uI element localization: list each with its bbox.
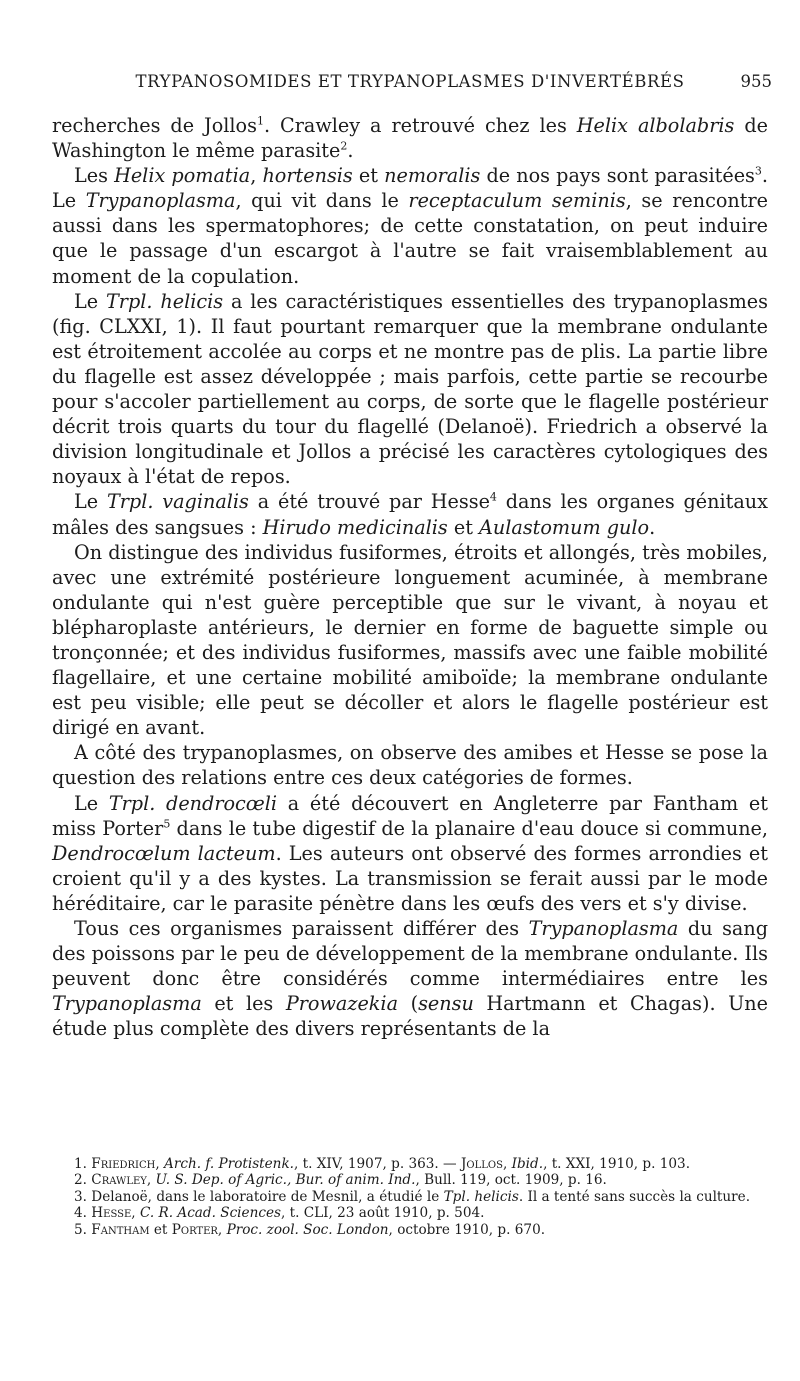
text-run: , — [146, 1172, 156, 1189]
text-run: . Crawley a retrouvé chez les — [263, 114, 577, 137]
text-run: du sang des poissons par le peu de développement de la membrane ondulante. Ils peuvent donc être considérés comme intermédiaires entre les — [52, 917, 769, 991]
footnote-4 — [52, 1205, 768, 1221]
text-run: A côté des trypanoplasmes, on observe des amibes et Hesse se pose la question des relations entre ces deux catégories de formes. — [52, 741, 768, 790]
journal-title: Arch. f. Protistenk. — [164, 1156, 294, 1172]
paragraph-4 — [52, 489, 768, 539]
paragraph-6 — [52, 740, 768, 790]
footnote-number: 3. — [74, 1188, 92, 1205]
paragraph-5 — [52, 540, 768, 741]
text-run: , t. XXI, 1910, p. 103. — [543, 1156, 691, 1172]
footnote-ref-1: 1 — [256, 114, 264, 128]
paragraph-7 — [52, 791, 768, 916]
latin-term: sensu — [418, 992, 474, 1016]
text-run: Delanoë, dans le laboratoire de Mesnil, a étudié le — [91, 1188, 444, 1205]
footnote-number: 1. — [74, 1156, 92, 1172]
text-run: Le — [74, 791, 109, 815]
text-run: , — [250, 164, 263, 188]
text-run: ( — [398, 992, 419, 1016]
text-run: , — [502, 1156, 512, 1172]
paragraph-3 — [52, 289, 768, 490]
page-header — [52, 72, 772, 96]
text-run: . Le — [52, 164, 769, 213]
species-name: Helix pomatia — [114, 164, 251, 188]
journal-title: Ibid. — [511, 1156, 544, 1172]
paragraph-8 — [52, 916, 768, 1041]
journal-title: U. S. Dep. of Agric., Bur. of anim. Ind. — [155, 1172, 416, 1189]
species-name: Aulastomum gulo — [479, 515, 650, 539]
text-run: Tous ces organismes paraissent différer des — [74, 917, 529, 940]
text-run: et — [352, 164, 385, 188]
journal-title: C. R. Acad. Sciences — [139, 1205, 281, 1222]
footnote-3 — [52, 1189, 768, 1205]
footnote-number: 4. — [74, 1205, 92, 1222]
text-run: dans les organes génitaux mâles des sangsues : — [52, 490, 768, 539]
genus-name: Prowazekia — [285, 992, 399, 1016]
footnote-5 — [52, 1222, 768, 1238]
genus-name: Trypanoplasma — [85, 189, 236, 213]
journal-title: Proc. zool. Soc. London — [226, 1221, 389, 1238]
text-run: On distingue des individus fusiformes, étroits et allongés, très mobiles, avec une extrémité postérieure longuement acuminée, à membrane ondulante qui n'est guère perceptible que sur le vivant, à noyau et blépharoplaste antérieurs, le dernier en forme de baguette simple ou tronçonnée; et des individus fusiformes, massifs avec une faible mobilité flagellaire, et une certaine mobilité amiboïde; la membrane ondulante est peu visible; elle peut se décoller et alors le flagelle postérieur est dirigé en avant. — [52, 540, 768, 740]
species-name: Trpl. dendrocœli — [108, 791, 278, 815]
text-run: et — [447, 515, 480, 539]
footnote-number: 5. — [74, 1221, 92, 1238]
text-run: , t. XIV, 1907, p. 363. — — [294, 1156, 461, 1172]
text-run: Le — [74, 490, 107, 514]
text-run: recherches de Jollos — [52, 114, 257, 137]
footnote-number: 2. — [74, 1172, 92, 1189]
text-run: et — [149, 1221, 172, 1238]
text-run: dans le tube digestif de la planaire d'eau douce si commune, — [170, 816, 769, 840]
text-run: et les — [201, 992, 286, 1016]
species-name: nemoralis — [384, 164, 481, 188]
author-name: Porter — [171, 1221, 218, 1238]
page-number: 955 — [740, 72, 772, 91]
species-name: Helix albolabris — [576, 114, 735, 137]
text-run: a été trouvé par Hesse — [248, 490, 490, 514]
genus-name: Trypanoplasma — [528, 917, 679, 940]
text-run: de Washington le même parasite — [52, 114, 768, 163]
text-run: , qui vit dans le — [235, 189, 409, 213]
footnotes — [52, 1156, 768, 1238]
text-run: , — [155, 1156, 165, 1172]
species-name: Trpl. vaginalis — [106, 490, 249, 514]
footnote-2 — [52, 1172, 768, 1188]
species-name: Hirudo medicinalis — [262, 515, 448, 539]
main-text — [52, 113, 768, 1041]
text-run: , — [217, 1221, 227, 1238]
text-run: , t. CLI, 23 août 1910, p. 504. — [280, 1205, 485, 1222]
text-run: a été découvert en Angleterre par Fantham et miss Porter — [52, 791, 768, 840]
author-name: Jollos — [460, 1156, 503, 1172]
text-run: de nos pays sont parasitées — [480, 164, 755, 188]
text-run: . — [347, 139, 354, 163]
text-run: . Il a tenté sans succès la culture. — [518, 1188, 751, 1205]
species-name: Dendrocœlum lacteum — [52, 841, 276, 865]
latin-term: receptaculum seminis — [408, 189, 626, 213]
text-run: . Les auteurs ont observé des formes arrondies et croient qu'il y a des kystes. La transmission se ferait aussi par le mode héréditaire, car le parasite pénètre dans les œufs des vers et s'y divise. — [52, 841, 768, 915]
species-name: Trpl. helicis — [105, 289, 224, 313]
footnote-1 — [52, 1156, 768, 1172]
text-run: , se rencontre aussi dans les spermatophores; de cette constatation, on peut induire que le passage d'un escargot à l'autre se fait vraisemblablement au moment de la copulation. — [52, 189, 768, 288]
running-title: TRYPANOSOMIDES ET TRYPANOPLASMES D'INVERTÉBRÉS — [135, 72, 685, 91]
footnote-ref-3: 3 — [754, 164, 762, 178]
text-run: Le — [74, 289, 106, 313]
text-run: . — [649, 515, 656, 539]
author-name: Hesse — [91, 1205, 132, 1222]
author-name: Friedrich — [91, 1156, 156, 1172]
author-name: Fantham — [91, 1221, 150, 1238]
text-run: Hartmann et Chagas). Une étude plus complète des divers représentants de la — [52, 992, 769, 1041]
text-run: , octobre 1910, p. 670. — [388, 1221, 546, 1238]
footnote-ref-2: 2 — [340, 139, 348, 153]
text-run: a les caractéristiques essentielles des trypanoplasmes (fig. CLXXI, 1). Il faut pourtant remarquer que la membrane ondulante est étroitement accolée au corps et ne montre pas de plis. La partie libre du flagelle est assez développée ; mais parfois, cette partie se recourbe pour s'accoler partiellement au corps, de sorte que le flagelle postérieur décrit trois quarts du tour du flagellé (Delanoë). Friedrich a observé la division longitudinale et Jollos a précisé les caractères cytologiques des noyaux à l'état de repos. — [52, 289, 768, 489]
species-name: hortensis — [262, 164, 353, 188]
paragraph-1 — [52, 113, 768, 163]
genus-name: Trypanoplasma — [52, 992, 202, 1016]
footnote-ref-4: 4 — [489, 491, 497, 505]
text-run: Les — [74, 164, 115, 188]
species-name: Tpl. helicis — [443, 1188, 519, 1205]
author-name: Crawley — [91, 1172, 147, 1189]
footnote-ref-5: 5 — [163, 817, 171, 831]
paragraph-2 — [52, 163, 768, 288]
text-run: , Bull. 119, oct. 1909, p. 16. — [415, 1172, 607, 1189]
text-run: , — [131, 1205, 140, 1222]
